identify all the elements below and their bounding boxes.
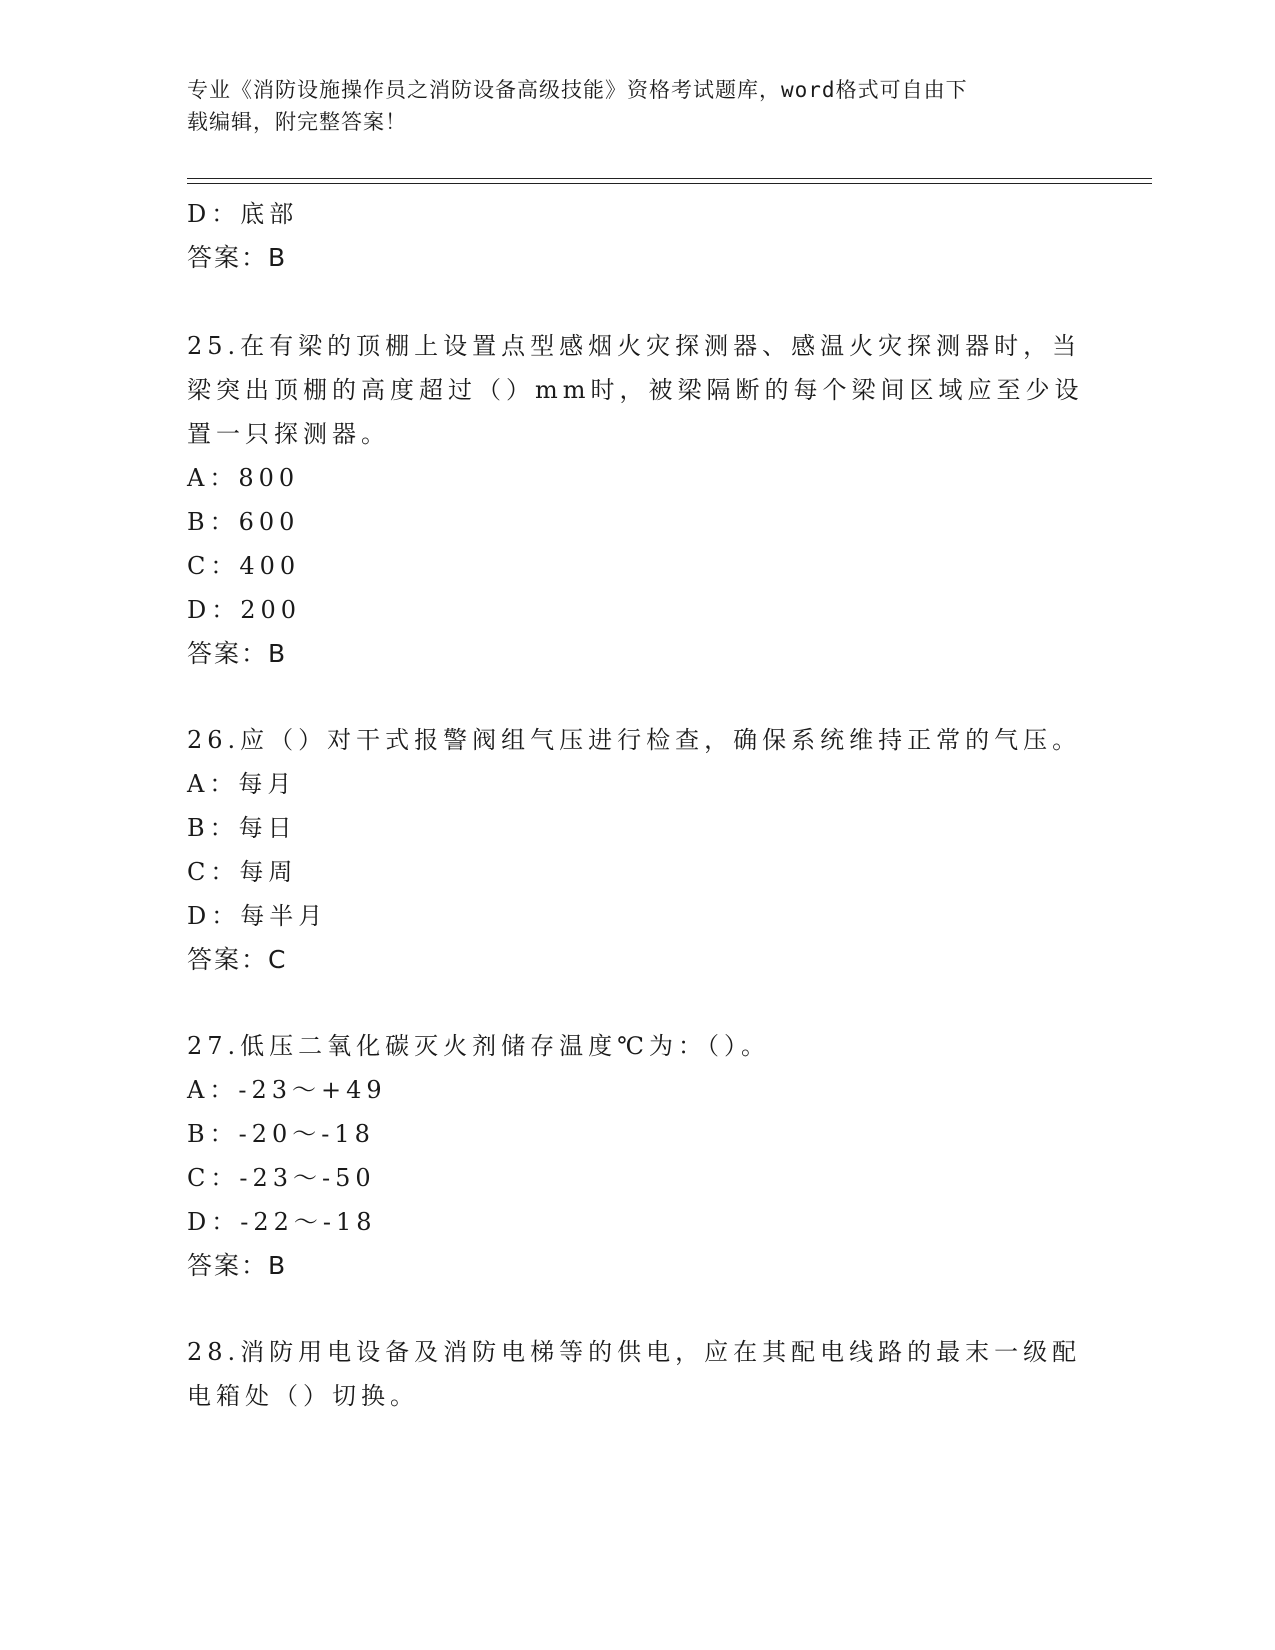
q26-option-d: D：每半月	[187, 902, 328, 930]
q27-option-c: C：-23～-50	[187, 1164, 376, 1192]
q26-stem-line-1: 26.应（）对干式报警阀组气压进行检查，确保系统维持正常的气压。	[187, 726, 1082, 754]
q27-option-a: A：-23～+49	[187, 1076, 387, 1104]
q27-option-d: D：-22～-18	[187, 1208, 377, 1236]
q26-option-b: B：每日	[187, 814, 297, 842]
prev-option-d: D：底部	[187, 200, 299, 228]
prev-answer: 答案：B	[187, 243, 288, 272]
q27-stem-line-1: 27.低压二氧化碳灭火剂储存温度℃为：（）。	[187, 1032, 771, 1060]
q25-option-a: A：800	[187, 464, 300, 492]
q25-option-c: C：400	[187, 552, 301, 580]
q27-option-b: B：-20～-18	[187, 1120, 375, 1148]
q25-option-b: B：600	[187, 508, 300, 536]
q28-stem-line-1: 28.消防用电设备及消防电梯等的供电，应在其配电线路的最末一级配	[187, 1338, 1082, 1366]
q26-option-a: A：每月	[187, 770, 297, 798]
header-divider-bottom	[187, 183, 1152, 184]
q28-stem-line-2: 电箱处（）切换。	[187, 1382, 419, 1410]
q26-option-c: C：每周	[187, 858, 298, 886]
header-line-1: 专业《消防设施操作员之消防设备高级技能》资格考试题库，word格式可自由下	[187, 78, 968, 102]
header-divider-top	[187, 178, 1152, 179]
q25-stem-line-3: 置一只探测器。	[187, 420, 390, 448]
header-line-2: 载编辑，附完整答案！	[187, 110, 407, 134]
q27-answer: 答案：B	[187, 1251, 288, 1280]
document-header	[187, 74, 1067, 138]
q26-answer: 答案：C	[187, 945, 288, 974]
q25-stem-line-1: 25.在有梁的顶棚上设置点型感烟火灾探测器、感温火灾探测器时，当	[187, 332, 1082, 360]
q25-stem-line-2: 梁突出顶棚的高度超过（）mm时，被梁隔断的每个梁间区域应至少设	[187, 376, 1084, 404]
q25-option-d: D：200	[187, 596, 302, 624]
q25-answer: 答案：B	[187, 639, 288, 668]
